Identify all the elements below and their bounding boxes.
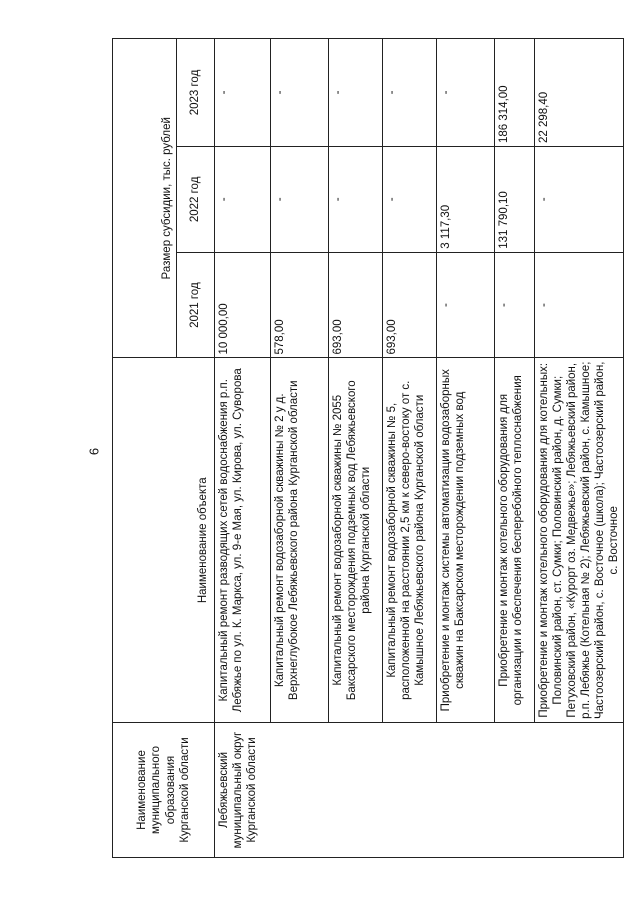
value-2023: 186 314,00	[495, 39, 535, 147]
value-2022: -	[215, 147, 271, 253]
value-2023: -	[271, 39, 329, 147]
object-name: Приобретение и монтаж котельного оборудования для организации и обеспечения бесперебойного теплоснабжения	[495, 358, 535, 723]
value-2022: -	[383, 147, 437, 253]
value-2022: -	[329, 147, 383, 253]
value-2023: -	[329, 39, 383, 147]
value-2022: 131 790,10	[495, 147, 535, 253]
value-2023: -	[383, 39, 437, 147]
value-2021: 10 000,00	[215, 252, 271, 358]
subsidy-table	[112, 38, 624, 858]
rotated-table-wrapper	[112, 38, 621, 858]
value-2023: 22 298,40	[535, 39, 624, 147]
year-2023-header: 2023 год	[177, 39, 215, 147]
subsidy-header: Размер субсидии, тыс. рублей	[113, 39, 177, 359]
year-2022-header: 2022 год	[177, 147, 215, 253]
object-name: Капитальный ремонт разводящих сетей водоснабжения р.п. Лебяжье по ул. К. Маркса, ул. 9-е Мая, ул. Кирова, ул. Суворова	[215, 358, 271, 723]
object-header: Наименование объекта	[113, 358, 215, 723]
value-2021: 693,00	[329, 252, 383, 358]
value-2021: -	[535, 252, 624, 358]
municipality-name: Лебяжьевский муниципальный округ Курганской области	[215, 723, 624, 858]
value-2022: -	[271, 147, 329, 253]
value-2021: 693,00	[383, 252, 437, 358]
object-name: Приобретение и монтаж системы автоматизации водозаборных скважин на Баксарском месторождении подземных вод	[437, 358, 495, 723]
municipality-header: Наименование муниципального образования Курганской области	[113, 723, 215, 858]
header-row-1	[113, 39, 177, 858]
table-row	[215, 39, 271, 858]
value-2023: -	[215, 39, 271, 147]
value-2021: -	[437, 252, 495, 358]
year-2021-header: 2021 год	[177, 252, 215, 358]
page-number: 6	[86, 447, 102, 456]
object-name: Капитальный ремонт водозаборной скважины № 2 у д. Верхнеглубокое Лебяжьевского района Курганской области	[271, 358, 329, 723]
value-2022: 3 117,30	[437, 147, 495, 253]
value-2021: -	[495, 252, 535, 358]
object-name: Капитальный ремонт водозаборной скважины № 2055 Баксарского месторождения подземных вод Лебяжьевского района Курганской области	[329, 358, 383, 723]
value-2022: -	[535, 147, 624, 253]
object-name: Приобретение и монтаж котельного оборудования для котельных: Половинский район, ст. Сумки; Половинский район, д. Сумки; Петуховский район, «Курорт оз. Медвежье»; Лебяжьевский район, р.п. Лебяжье (Котельная № 2); Лебяжьевский район, с. Камышное; Частоозерский район, с. Восточное (школа); Частоозерский район, с. Восточное	[535, 358, 624, 723]
value-2021: 578,00	[271, 252, 329, 358]
value-2023: -	[437, 39, 495, 147]
object-name: Капитальный ремонт водозаборной скважины № 5, расположенной на расстоянии 2,5 км к северо-востоку от с. Камышное Лебяжьевского района Курганской области	[383, 358, 437, 723]
